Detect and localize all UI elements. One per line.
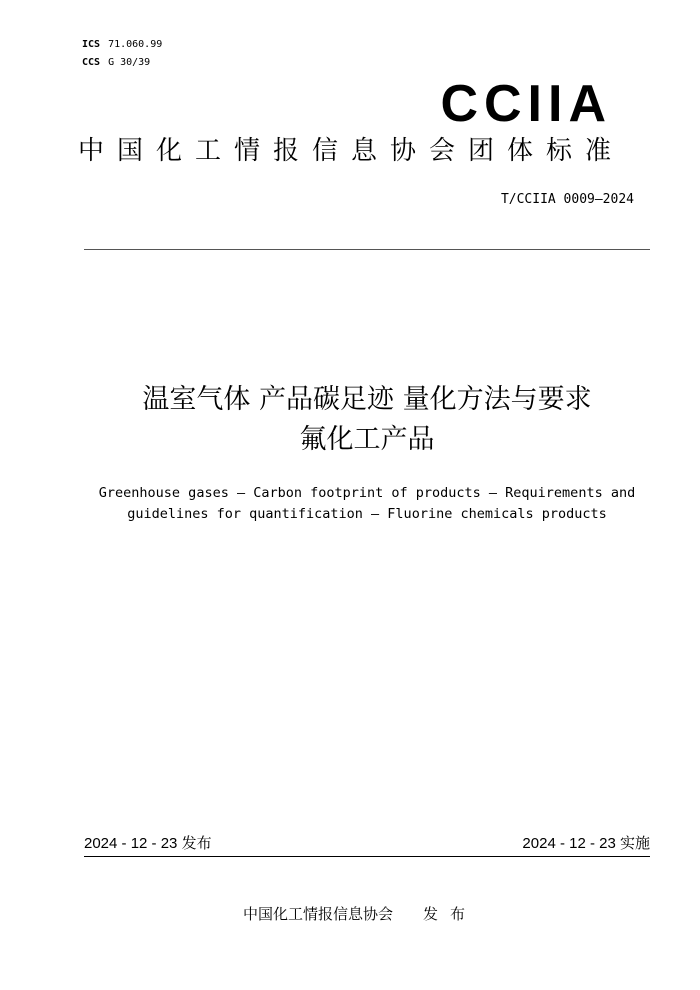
ccs-code-row xyxy=(82,54,162,72)
chinese-title xyxy=(0,380,700,460)
english-title-line-2: guidelines for quantification — Fluorine chemicals products xyxy=(127,506,607,522)
english-title-line-1: Greenhouse gases — Carbon footprint of products — Requirements and xyxy=(98,485,636,501)
implementation-date: 2024 - 12 - 23 实施 xyxy=(522,835,650,852)
ccs-label: CCS xyxy=(82,57,101,68)
publisher-line xyxy=(0,902,700,926)
issue-date: 2024 - 12 - 23 发布 xyxy=(84,835,212,852)
publisher-name: 中国化工情报信息协会 xyxy=(242,905,393,923)
organization-standard-title: 中国化工情报信息协会团体标准 xyxy=(78,136,625,166)
english-title xyxy=(0,483,700,525)
ccs-value: G 30/39 xyxy=(108,57,151,68)
chinese-title-line-2: 氟化工产品 xyxy=(299,424,435,455)
ics-code-row xyxy=(82,36,162,54)
classification-codes xyxy=(82,36,162,72)
footer-divider xyxy=(84,856,650,857)
ics-label: ICS xyxy=(82,39,101,50)
ics-value: 71.060.99 xyxy=(108,39,163,50)
publish-action: 发布 xyxy=(423,905,478,923)
chinese-title-line-1: 温室气体 产品碳足迹 量化方法与要求 xyxy=(142,384,592,415)
standard-number: T/CCIIA 0009—2024 xyxy=(500,192,634,207)
association-logo-text: CCIIA xyxy=(440,75,612,133)
header-divider xyxy=(84,249,650,250)
